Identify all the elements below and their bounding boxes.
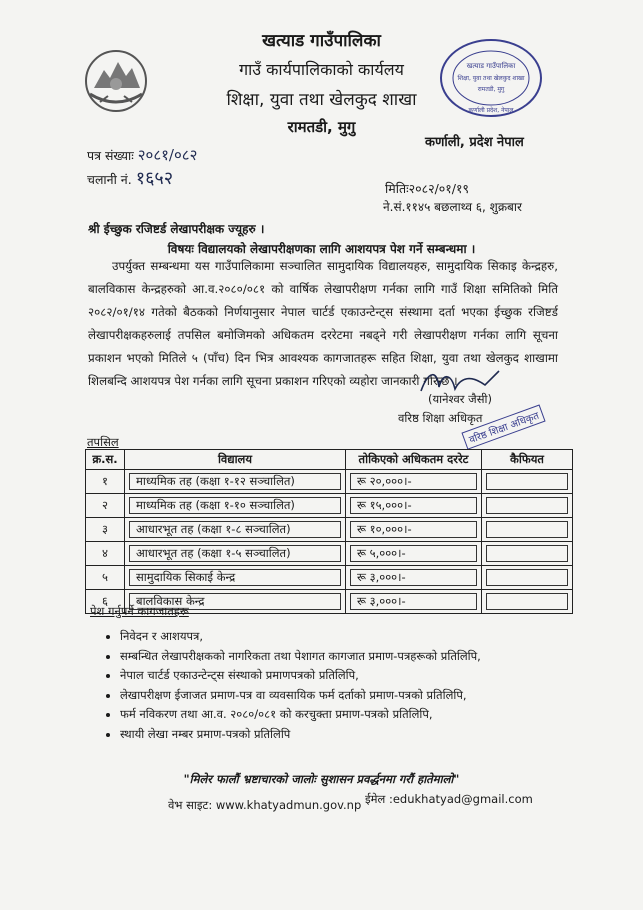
table-row [86,566,573,590]
cell-sn: ६ [86,590,125,614]
dispatch-number-value: १६५२ [135,168,174,189]
cell-rate: रू ३,०००।- [350,593,477,610]
table-row [86,470,573,494]
officer-stamp: वरिष्ठ शिक्षा अधिकृत [461,404,546,449]
table-header-row [86,450,573,470]
table-caption: तपसिल [87,435,119,449]
list-item: • लेखापरीक्षण ईजाजत प्रमाण-पत्र वा व्यवसायिक फर्म दर्ताको प्रमाण-पत्रको प्रतिलिपि, [120,686,481,706]
cell-rate: रू ५,०००।- [350,545,477,562]
cell-school: आधारभूत तह (कक्षा १-८ सञ्चालित) [129,521,341,538]
letter-number-label: पत्र संख्याः [87,148,134,163]
addressee: श्री ईच्छुक रजिष्टर्ड लेखापरीक्षक ज्यूहरु । [88,222,265,236]
stamp-line1: खत्याड गाउँपालिका [466,62,516,70]
dispatch-number-label: चलानी नं. [87,172,132,187]
list-item: • नेपाल चार्टर्ड एकाउन्टेन्ट्स संस्थाको प्रमाणपत्रको प्रतिलिपि, [120,666,481,686]
col-header-rate: तोकिएको अधिकतम दररेट [346,450,482,470]
cell-sn: ४ [86,542,125,566]
cell-remark [486,497,568,514]
letter-number-value: २०८१/०८२ [137,146,198,164]
signatory-title: वरिष्ठ शिक्षा अधिकृत [398,411,483,425]
cell-remark [486,569,568,586]
cell-school: आधारभूत तह (कक्षा १-५ सञ्चालित) [129,545,341,562]
cell-sn: ३ [86,518,125,542]
office-stamp-icon [436,36,546,120]
cell-remark [486,521,568,538]
municipality-name: खत्याड गाउँपालिका [262,31,381,51]
office-name: गाउँ कार्यपालिकाको कार्यलय [239,60,404,79]
stamp-line2: शिक्षा, युवा तथा खेलकुद शाखा [457,75,525,82]
cell-remark [486,473,568,490]
body-paragraph: उपर्युक्त सम्बन्धमा यस गाउँपालिकामा सञ्चालित सामुदायिक विद्यालयहरु, सामुदायिक सिकाइ केन्द्रहरु, बालविकास केन्द्रहरुको आ.व.२०८०/०८१ को वार्षिक लेखापरीक्षण गर्नका लागि गाउँ शिक्षा समितिको मिति २०८२/०१/१४ गतेको बैठकको निर्णयानुसार नेपाल चार्टर्ड एकाउन्टेन्ट्स संस्थामा दर्ता भएका ईच्छुक रजिष्टर्ड लेखापरीक्षकहरुलाई तपसिल बमोजिमको अधिकतम दररेटमा नबढ्ने गरी लेखापरीक्षण गर्नका लागि सूचना प्रकाशन भएको मितिले ५ (पाँच) दिन भित्र आवश्यक कागजातहरू सहित शिक्षा, युवा तथा खेलकुद शाखामा शिलबन्दि आशयपत्र पेश गर्नका लागि सूचना प्रकाशन गरिएको व्यहोरा जानकारी गरिन्छ । [88,259,558,388]
col-header-sn: क्र.स. [86,450,125,470]
cell-rate: रू १५,०००।- [350,497,477,514]
list-item: • स्थायी लेखा नम्बर प्रमाण-पत्रको प्रतिलिपि [120,725,481,745]
cell-sn: २ [86,494,125,518]
cell-sn: १ [86,470,125,494]
list-item: • फर्म नविकरण तथा आ.व. २०८०/०८१ को करचुक्ता प्रमाण-पत्रको प्रतिलिपि, [120,705,481,725]
cell-rate: रू २०,०००।- [350,473,477,490]
docs-title: पेश गर्नुपर्ने कागजातहरू [90,604,189,618]
cell-school: सामुदायिक सिकाई केन्द्र [129,569,341,586]
cell-school: माध्यमिक तह (कक्षा १-१२ सञ्चालित) [129,473,341,490]
list-item: • निवेदन र आशयपत्र, [120,627,481,647]
email: ईमेल :edukhatyad@gmail.com [365,792,533,806]
dispatch-number [87,166,173,190]
slogan: "मिलेर फालौं भ्रष्टाचारको जालोः सुशासन प्रवर्द्धनमा गरौं हातेमालो" [183,772,460,786]
cell-sn: ५ [86,566,125,590]
signatory-name: (यानेश्वर जैसी) [428,392,492,406]
subject: विषयः विद्यालयको लेखापरीक्षणका लागि आशयपत्र पेश गर्ने सम्बन्धमा । [167,242,476,256]
stamp-line4: कर्णाली प्रदेश, नेपाल [468,107,514,114]
table-row [86,518,573,542]
location: रामतडी, मुगु [287,118,356,136]
cell-school: माध्यमिक तह (कक्षा १-१० सञ्चालित) [129,497,341,514]
date: मितिः२०८२/०१/१९ [385,181,470,196]
nepal-sambat-date: ने.सं.११४५ बछलाथ्व ६, शुक्रबार [383,200,522,214]
cell-rate: रू १०,०००।- [350,521,477,538]
docs-list [100,627,481,745]
list-item: • सम्बन्धित लेखापरीक्षकको नागरिकता तथा पेशागत कागजात प्रमाण-पत्रहरूको प्रतिलिपि, [120,647,481,667]
col-header-remark: कैफियत [482,450,573,470]
rate-table [85,449,573,614]
cell-remark [486,545,568,562]
table-row [86,542,573,566]
stamp-line3: रामतडी, मुगु [477,86,505,93]
province: कर्णाली, प्रदेश नेपाल [425,135,524,150]
letter-number [87,145,197,165]
table-row [86,494,573,518]
cell-school: बालविकास केन्द्र [129,593,341,610]
branch-name: शिक्षा, युवा तथा खेलकुद शाखा [226,90,417,110]
cell-remark [486,593,568,610]
col-header-school: विद्यालय [125,450,346,470]
website: वेभ साइट: www.khatyadmun.gov.np [168,798,362,812]
cell-rate: रू ३,०००।- [350,569,477,586]
